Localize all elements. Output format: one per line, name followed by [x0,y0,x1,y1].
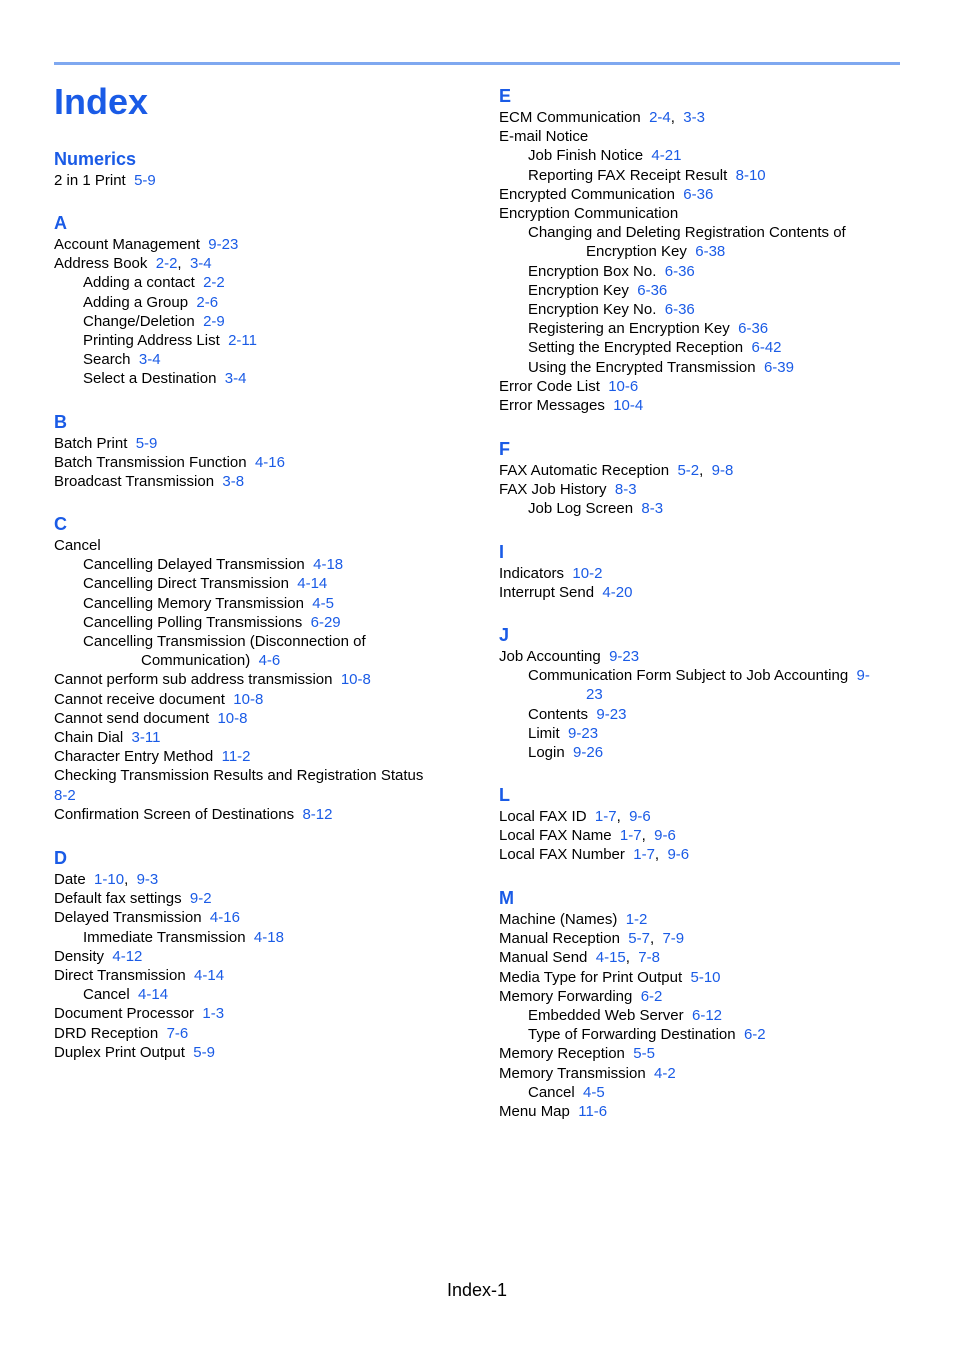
page-link[interactable]: 6-36 [637,281,668,299]
page-link[interactable]: 6-38 [695,243,726,261]
index-entry [54,709,464,728]
entry-term: E-mail Notice [499,128,589,146]
section-heading: F [499,439,510,459]
entry-term: Cancelling Polling Transmissions [83,613,303,631]
page-link[interactable]: 4-16 [254,454,285,472]
entry-term: Character Entry Method [54,748,214,766]
index-entry [54,805,464,824]
entry-term: Encryption Key [528,281,629,299]
entry-term: Cancelling Direct Transmission [83,575,289,593]
page-link[interactable]: 9-6 [654,827,676,845]
entry-term: Cancelling Memory Transmission [83,594,304,612]
index-entry [54,171,464,190]
entry-term: Default fax settings [54,890,182,908]
entry-term: Local FAX Number [499,846,625,864]
entry-term: Communication) [141,652,251,670]
entry-term: Confirmation Screen of Destinations [54,805,295,823]
page-link[interactable]: 2-11 [228,332,258,350]
index-entry [499,968,909,987]
page-link[interactable]: 9-3 [136,871,159,888]
index-entry [499,499,909,518]
header-rule [54,62,900,65]
page-link[interactable]: 10-4 [613,397,644,415]
index-entry [54,728,464,747]
page-link[interactable]: 6-39 [763,358,794,376]
page-link[interactable]: 9-2 [189,890,212,908]
page-link[interactable]: 9-26 [573,744,604,762]
index-entry [499,724,909,743]
page-link[interactable]: 7-9 [662,930,685,948]
index-entry: ECM Communication 2-4, 3-3 [499,109,705,126]
entry-term: Cancelling Transmission (Disconnection of [83,633,366,651]
page-title: Index [54,81,149,122]
page-link[interactable]: 4-12 [112,947,143,965]
index-section-l [499,784,909,865]
page-link[interactable]: 3-4 [189,255,212,273]
entry-term: Adding a contact [83,274,195,292]
index-section-d [54,847,464,1062]
index-entry: Local FAX Number 1-7, 9-6 [499,846,690,864]
page-link[interactable]: 7-6 [166,1024,189,1042]
page-link[interactable]: 2-9 [203,312,225,330]
entry-term: Cancel [83,986,130,1004]
page-link[interactable]: 3-3 [683,109,705,126]
index-entry: Manual Reception 5-7, 7-9 [499,930,685,948]
entry-term: Cancel [54,537,101,554]
index-entry [499,910,909,929]
entry-term: Account Management [54,236,200,253]
index-section-c [54,513,464,824]
section-heading: M [499,888,514,908]
page-link[interactable]: 6-2 [743,1026,766,1044]
page-link[interactable]: 4-5 [583,1083,605,1101]
index-section-a [54,212,464,389]
entry-term: ECM Communication [499,109,641,126]
index-entry [499,377,909,396]
section-heading: A [54,213,67,233]
index-entry [54,350,464,369]
page-link[interactable]: 11-2 [221,748,251,766]
page-link[interactable]: 6-12 [691,1007,723,1025]
index-entry [499,1025,909,1044]
page-link[interactable]: 6-36 [664,262,695,280]
entry-term: Media Type for Print Output [499,968,683,986]
index-entry [499,146,909,165]
entry-term: Cancelling Delayed Transmission [83,556,305,574]
entry-term: Interrupt Send [499,584,595,602]
page-link[interactable]: 4-21 [651,147,682,165]
entry-term: Manual Reception [499,930,620,948]
index-section-e [499,85,909,415]
page-link[interactable]: 6-36 [664,301,695,319]
page-link[interactable]: 5-5 [633,1045,655,1063]
index-entry [499,242,909,261]
page-link[interactable]: 1-7 [594,808,617,825]
page-link[interactable]: 8-3 [614,481,637,499]
index-entry [54,293,464,312]
entry-term: Registering an Encryption Key [528,320,730,338]
page-link[interactable]: 3-4 [224,370,247,388]
entry-term: Encryption Box No. [528,262,657,280]
section-heading: B [54,412,67,432]
index-entry: Address Book 2-2, 3-4 [54,255,212,273]
entry-term: Memory Forwarding [499,987,633,1005]
index-entry [54,536,464,555]
page-link[interactable]: 5-2 [677,462,700,479]
page-link[interactable]: 9-6 [629,808,651,825]
entry-term: Cannot send document [54,709,210,727]
index-entry [54,369,464,388]
index-entry [54,632,464,651]
entry-term: Checking Transmission Results and Registration Status [54,767,424,785]
entry-term: FAX Automatic Reception [499,462,670,479]
entry-term: Chain Dial [54,729,124,747]
index-section-numerics [54,148,464,190]
page-number: Index-1 [446,1280,508,1300]
index-entry [499,1044,909,1063]
page-link[interactable]: 23 [586,686,603,704]
entry-term: Reporting FAX Receipt Result [528,166,728,184]
entry-term: Error Messages [499,397,605,415]
page-link[interactable]: 1-2 [625,911,648,928]
entry-term: Type of Forwarding Destination [528,1026,736,1044]
entry-term: Date [54,871,86,888]
index-entry [499,666,909,685]
page-link[interactable]: 6-42 [751,339,782,357]
page-link[interactable]: 5-9 [193,1043,215,1061]
page-link[interactable]: 6-36 [683,185,714,203]
page-link[interactable]: 4-18 [253,928,284,946]
page-link[interactable]: 7-8 [638,949,660,967]
section-heading: D [54,848,67,868]
index-entry [54,690,464,709]
index-entry [499,204,909,223]
index-entry [499,583,909,602]
index-section-j [499,624,909,762]
entry-term: Error Code List [499,377,600,395]
entry-term: Cannot receive document [54,690,225,708]
entry-term: Machine (Names) [499,911,618,928]
page-link[interactable]: 1-7 [633,846,655,864]
page-link[interactable]: 4-14 [194,967,225,985]
index-entry [499,480,909,499]
page-link[interactable]: 2-2 [155,255,178,273]
page-link[interactable]: 4-14 [297,575,328,593]
index-entry [499,1102,909,1121]
index-entry [499,1083,909,1102]
entry-term: Embedded Web Server [528,1007,684,1025]
page-link[interactable]: 4-5 [312,594,334,612]
index-entry [499,1006,909,1025]
index-entry [499,1064,909,1083]
page-link[interactable]: 10-8 [340,671,371,689]
index-entry: Manual Send 4-15, 7-8 [499,949,660,967]
page-link[interactable]: 10-2 [572,565,603,582]
entry-term: Cannot perform sub address transmission [54,671,333,689]
index-entry [54,966,464,985]
index-entry [54,453,464,472]
entry-term: Duplex Print Output [54,1043,185,1061]
page-link[interactable]: 2-6 [196,293,219,311]
page-link[interactable]: 1-7 [619,827,642,845]
index-entry [499,987,909,1006]
index-entry [499,166,909,185]
index-section-b [54,411,464,492]
index-entry [54,312,464,331]
index-entry [54,747,464,766]
entry-term: Job Finish Notice [528,147,644,165]
page-link[interactable]: 5-9 [135,435,158,452]
index-entry [499,685,909,704]
entry-term: Menu Map [499,1103,570,1121]
section-heading: I [499,542,505,562]
index-entry [499,743,909,762]
index-entry [54,1043,464,1062]
entry-term: Broadcast Transmission [54,473,215,491]
entry-term: Changing and Deleting Registration Contents of [528,224,846,242]
page-link[interactable]: 4-16 [209,909,240,927]
index-entry [54,985,464,1004]
index-entry [54,947,464,966]
index-entry [499,338,909,357]
entry-term: Local FAX Name [499,827,612,845]
index-entry [54,594,464,613]
entry-term: 2 in 1 Print [54,172,126,189]
page-link[interactable]: 9-23 [609,648,640,665]
page-link[interactable]: 3-4 [138,351,161,369]
index-entry [54,613,464,632]
page-link[interactable]: 2-4 [649,109,671,126]
page-link[interactable]: 1-3 [202,1005,225,1023]
entry-term: Encryption Key [586,243,687,261]
index-entry [499,396,909,415]
page-link[interactable]: 10-8 [217,709,248,727]
entry-term: Direct Transmission [54,967,186,985]
index-entry [499,262,909,281]
index-entry [499,281,909,300]
entry-term: Select a Destination [83,370,217,388]
entry-term: Change/Deletion [83,312,195,330]
section-heading: J [499,625,510,645]
entry-term: DRD Reception [54,1024,159,1042]
section-heading: E [499,86,512,106]
index-section-f [499,438,909,519]
page-link[interactable]: 5-7 [628,930,650,948]
page-link[interactable]: 5-10 [690,968,721,986]
page-link[interactable]: 1-10 [94,871,125,888]
page-link[interactable]: 8-2 [54,786,76,804]
index-entry [54,472,464,491]
section-heading: C [54,514,67,534]
page-link[interactable]: 9-23 [596,705,627,723]
entry-term: Communication Form Subject to Job Accounting [528,667,849,685]
index-entry [54,1004,464,1023]
index-entry: Local FAX Name 1-7, 9-6 [499,827,676,845]
page-link[interactable]: 4-6 [258,652,281,670]
entry-term: Memory Reception [499,1045,625,1063]
entry-term: FAX Job History [499,481,607,499]
page-link[interactable]: 11-6 [578,1103,608,1121]
index-entry [54,651,464,670]
entry-term: Login [528,744,565,762]
index-entry [499,300,909,319]
index-entry [499,358,909,377]
page-link[interactable]: 9-23 [568,724,599,742]
index-entry [54,766,464,785]
entry-term: Immediate Transmission [83,928,246,946]
entry-term: Local FAX ID [499,808,587,825]
index-entry [54,889,464,908]
index-entry [54,574,464,593]
page-link[interactable]: 9-23 [208,236,239,253]
entry-term: Memory Transmission [499,1064,646,1082]
entry-term: Cancel [528,1083,575,1101]
entry-term: Address Book [54,255,148,273]
index-entry [54,928,464,947]
entry-term: Document Processor [54,1005,195,1023]
index-section-i [499,541,909,602]
index-entry [499,647,909,666]
index-entry [54,434,464,453]
page-link[interactable]: 6-29 [310,613,341,631]
index-entry [54,331,464,350]
page-link[interactable]: 8-3 [641,500,664,518]
index-entry [54,908,464,927]
page-link[interactable]: 9-6 [667,846,690,864]
entry-term: Job Log Screen [528,500,634,518]
index-entry [54,273,464,292]
entry-term: Delayed Transmission [54,909,202,927]
entry-term: Job Accounting [499,648,601,665]
page-link[interactable]: 8-12 [302,805,333,823]
page-link[interactable]: 4-14 [138,986,169,1004]
entry-term: Batch Transmission Function [54,454,247,472]
entry-term: Adding a Group [83,293,189,311]
index-entry: FAX Automatic Reception 5-2, 9-8 [499,462,734,479]
page-link[interactable]: 3-11 [131,729,161,747]
entry-term: Indicators [499,565,565,582]
index-entry [499,185,909,204]
index-entry [499,127,909,146]
page-link[interactable]: 4-18 [313,556,344,574]
page-link[interactable]: 6-36 [738,320,769,338]
index-entry [54,1024,464,1043]
page-link[interactable]: 6-2 [640,987,663,1005]
page-link[interactable]: 2-2 [203,274,225,292]
entry-term: Encryption Key No. [528,301,657,319]
entry-term: Printing Address List [83,332,220,350]
page-link[interactable]: 9- [856,667,870,685]
index-entry [54,786,464,805]
index-entry [499,564,909,583]
section-heading: L [499,785,510,805]
index-entry [54,235,464,254]
entry-term: Contents [528,705,589,723]
page-link[interactable]: 4-20 [602,584,633,602]
index-entry [54,555,464,574]
entry-term: Batch Print [54,435,128,452]
index-entry: Date 1-10, 9-3 [54,871,159,888]
index-entry [499,319,909,338]
entry-term: Using the Encrypted Transmission [528,358,756,376]
page-link[interactable]: 5-9 [134,172,156,189]
entry-term: Encryption Communication [499,205,679,223]
page-link[interactable]: 3-8 [222,473,245,491]
page-link[interactable]: 8-10 [735,166,766,184]
entry-term: Density [54,947,105,965]
index-entry: Local FAX ID 1-7, 9-6 [499,808,651,825]
page-link[interactable]: 10-6 [608,377,639,395]
page-link[interactable]: 4-15 [595,949,626,967]
section-heading: Numerics [54,149,137,169]
entry-term: Setting the Encrypted Reception [528,339,744,357]
page-link[interactable]: 4-2 [654,1064,676,1082]
index-entry [499,705,909,724]
index-entry [54,670,464,689]
entry-term: Encrypted Communication [499,185,675,203]
entry-term: Search [83,351,131,369]
page-link[interactable]: 9-8 [711,462,734,479]
entry-term: Limit [528,724,560,742]
index-entry [499,223,909,242]
entry-term: Manual Send [499,949,588,967]
page-link[interactable]: 10-8 [233,690,264,708]
index-section-m [499,887,909,1121]
